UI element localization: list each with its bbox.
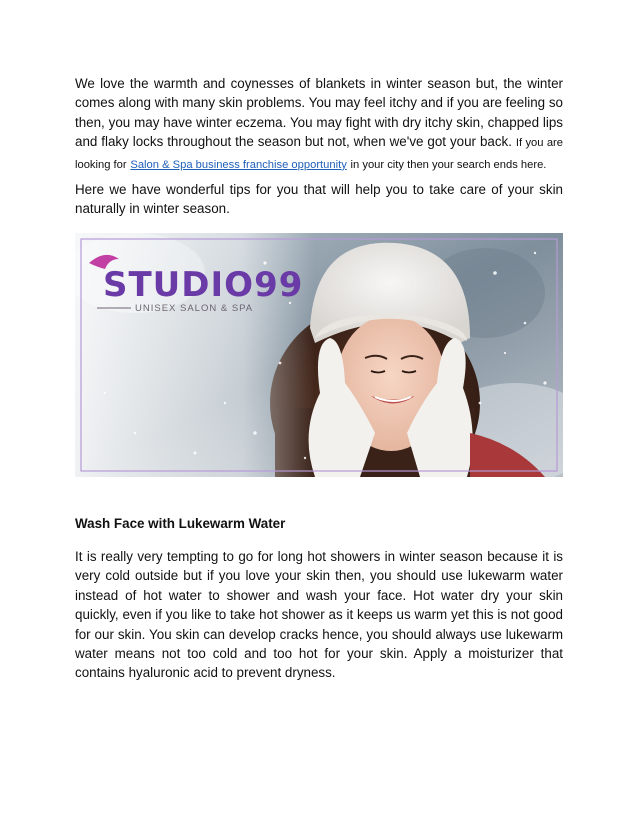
intro-small-prefix: If you are looking for xyxy=(75,137,563,171)
tips-intro-paragraph: Here we have wonderful tips for you that will help you to take care of your skin naturally in winter season. xyxy=(75,182,563,217)
section-body: It is really very tempting to go for long hot showers in winter season because it is very cold outside but if you love your skin then, you should use lukewarm water instead of hot water to shower and wash your face. Hot water dry your skin quickly, even if you like to take hot shower as it keeps us warm yet this is not good for our skin. You skin can develop cracks hence, you should always use lukewarm water means not too cold and too hot for your skin. Apply a moisturizer that contains hyaluronic acid to prevent dryness. xyxy=(75,549,563,681)
intro-text: We love the warmth and coynesses of blankets in winter season but, the winter comes along with many skin problems. You may feel itchy and if you are feeling so then, you may have winter eczema. You may fight with dry itchy skin, chapped lips and flaky locks throughout the season but not, when we've got your back. xyxy=(75,76,563,150)
hero-image xyxy=(75,233,563,477)
intro-small-suffix: in your city then your search ends here. xyxy=(350,158,547,171)
hero-illustration xyxy=(75,233,563,477)
franchise-link[interactable]: Salon & Spa business franchise opportunity xyxy=(130,158,347,171)
brand-tagline: UNISEX SALON & SPA xyxy=(135,303,254,314)
section-heading: Wash Face with Lukewarm Water xyxy=(75,516,286,531)
intro-paragraph xyxy=(75,74,563,175)
brand-name: STUDIO99 xyxy=(103,265,304,305)
